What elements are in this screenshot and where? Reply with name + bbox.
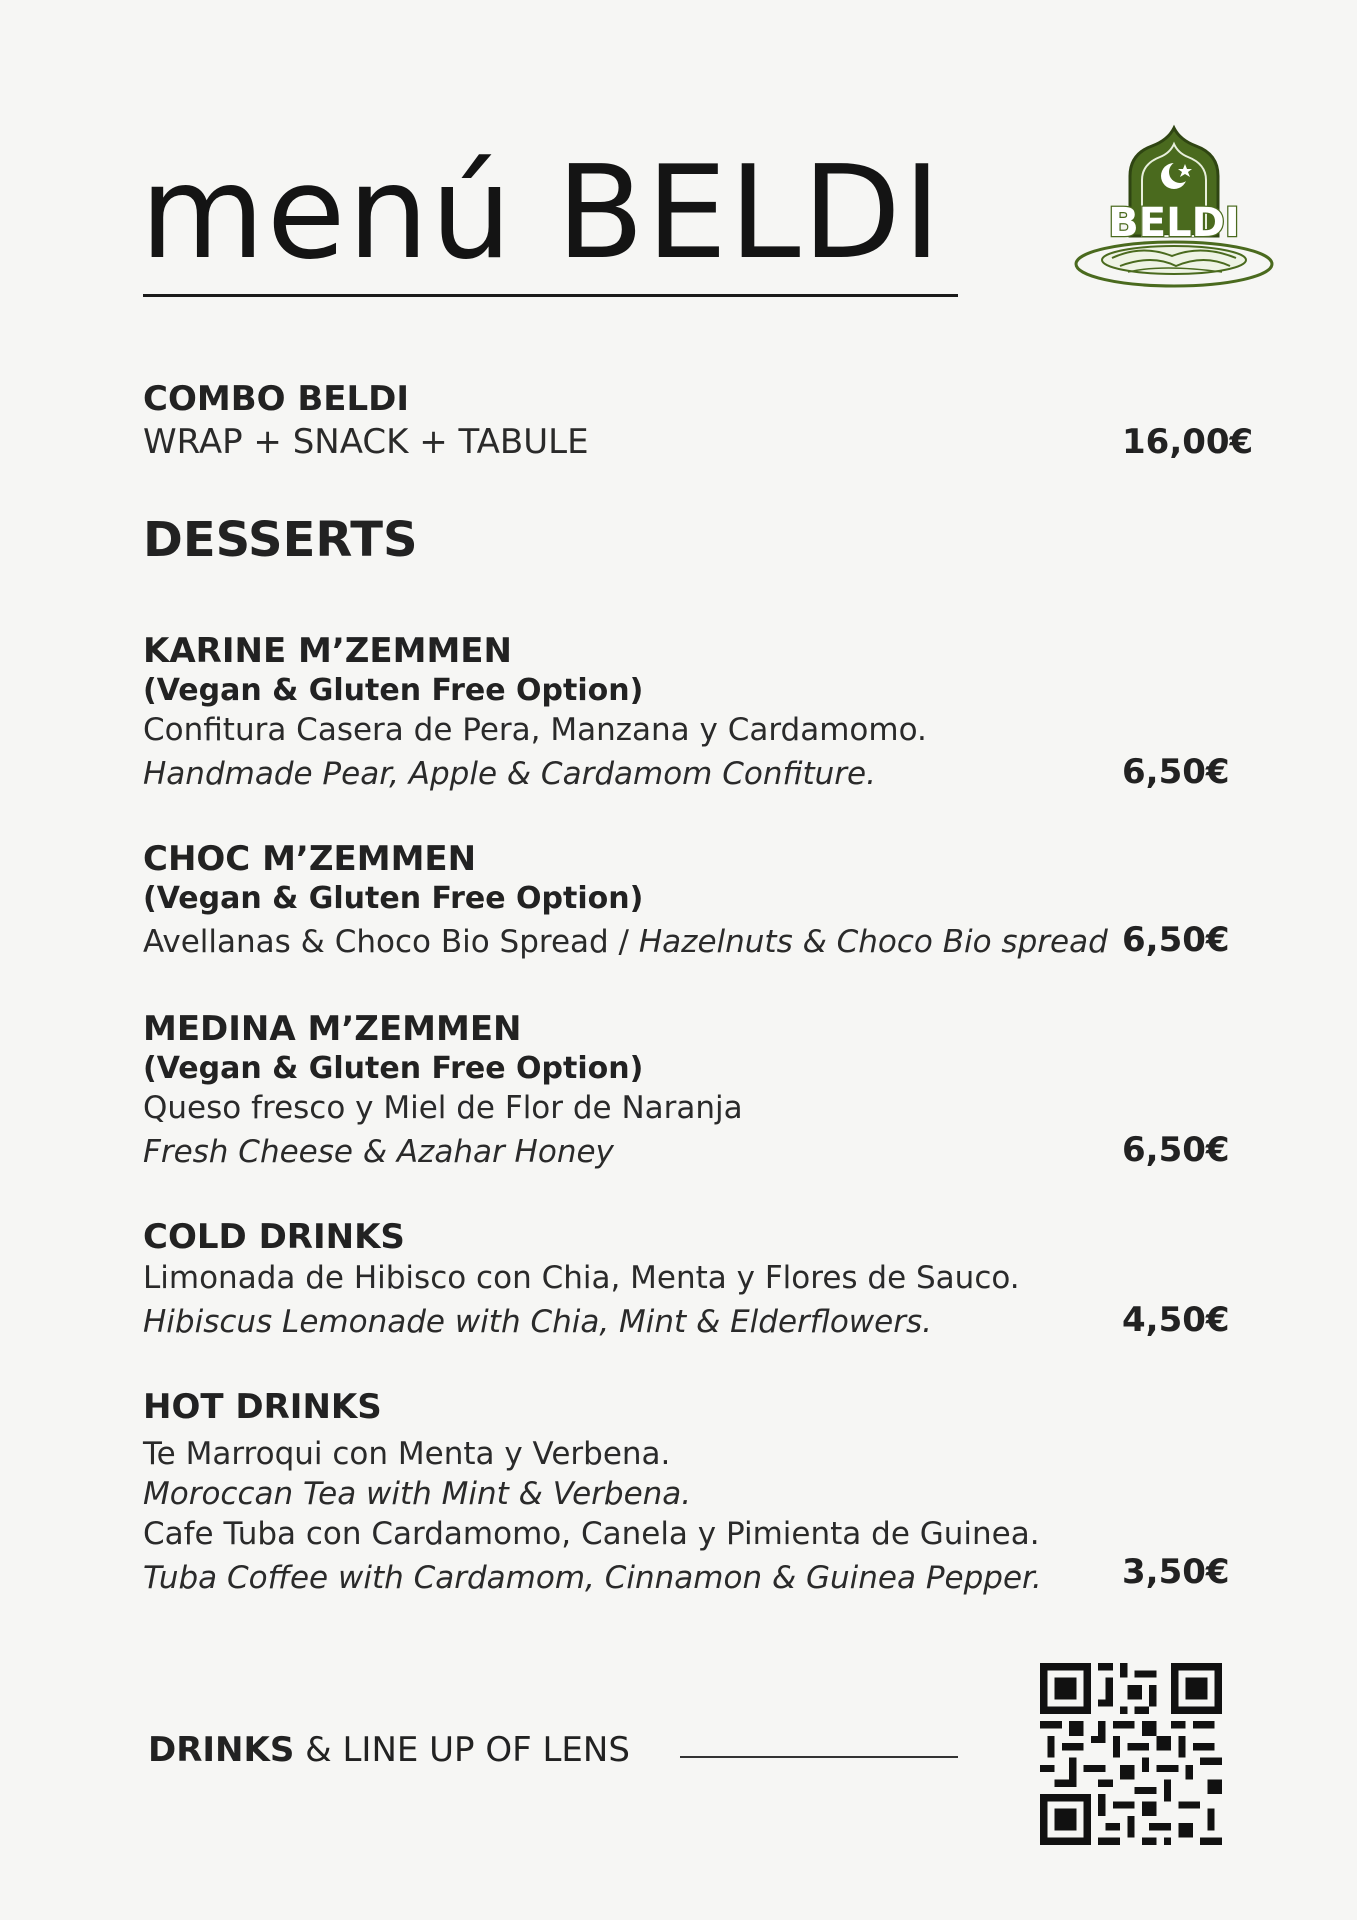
footer-link (148, 1730, 630, 1770)
dessert-price: 6,50€ (1122, 920, 1230, 960)
hot-drinks-description-es: Cafe Tuba con Cardamomo, Canela y Pimienta de Guinea. (143, 1516, 1040, 1552)
dessert-option: (Vegan & Gluten Free Option) (143, 1051, 644, 1086)
hot-drinks-price: 3,50€ (1122, 1552, 1230, 1592)
footer-text: & LINE UP OF LENS (294, 1730, 630, 1770)
dessert-title: CHOC M’ZEMMEN (143, 839, 477, 879)
desserts-heading: DESSERTS (143, 512, 418, 568)
dessert-item (143, 630, 1243, 794)
dessert-description (143, 922, 1243, 962)
combo-price: 16,00€ (1122, 422, 1254, 462)
dessert-option: (Vegan & Gluten Free Option) (143, 673, 644, 708)
dessert-description-en: Hazelnuts & Choco Bio spread (638, 924, 1108, 960)
footer-divider (680, 1756, 958, 1758)
hot-drinks-description-en: Moroccan Tea with Mint & Verbena. (143, 1476, 692, 1512)
cold-drinks-price: 4,50€ (1122, 1300, 1230, 1340)
dessert-description-es: Confitura Casera de Pera, Manzana y Cardamomo. (143, 712, 927, 748)
hot-drinks-title: HOT DRINKS (143, 1387, 382, 1427)
dessert-title: MEDINA M’ZEMMEN (143, 1009, 522, 1049)
dessert-item (143, 838, 1243, 962)
dessert-description-en: Fresh Cheese & Azahar Honey (143, 1134, 614, 1170)
hot-drinks-description-en: Tuba Coffee with Cardamom, Cinnamon & Guinea Pepper. (143, 1560, 1042, 1596)
footer-bold: DRINKS (148, 1730, 295, 1770)
beldi-logo-icon (1072, 124, 1277, 294)
cold-drinks-description-en: Hibiscus Lemonade with Chia, Mint & Elderflowers. (143, 1304, 932, 1340)
dessert-price: 6,50€ (1122, 752, 1230, 792)
cold-drinks-description-es: Limonada de Hibisco con Chia, Menta y Flores de Sauco. (143, 1260, 1020, 1296)
title-divider (143, 294, 958, 297)
hot-drinks-description-es: Te Marroqui con Menta y Verbena. (143, 1436, 671, 1472)
combo-title: COMBO BELDI (143, 379, 410, 419)
combo-subtitle: WRAP + SNACK + TABULE (143, 422, 589, 462)
dessert-item (143, 1008, 1243, 1172)
cold-drinks-item (143, 1216, 1243, 1342)
cold-drinks-title: COLD DRINKS (143, 1217, 405, 1257)
hot-drinks-item (143, 1386, 1243, 1598)
dessert-price: 6,50€ (1122, 1130, 1230, 1170)
combo-item (143, 378, 1243, 464)
dessert-description-en: Handmade Pear, Apple & Cardamom Confiture. (143, 756, 876, 792)
dessert-description-es: Queso fresco y Miel de Flor de Naranja (143, 1090, 743, 1126)
page-title: menú BELDI (140, 139, 943, 288)
dessert-title: KARINE M’ZEMMEN (143, 631, 512, 671)
dessert-description-es: Avellanas & Choco Bio Spread / (143, 924, 639, 960)
logo-text: BELDI (1108, 200, 1240, 246)
qr-code-icon[interactable] (1040, 1663, 1222, 1845)
dessert-option: (Vegan & Gluten Free Option) (143, 881, 644, 916)
